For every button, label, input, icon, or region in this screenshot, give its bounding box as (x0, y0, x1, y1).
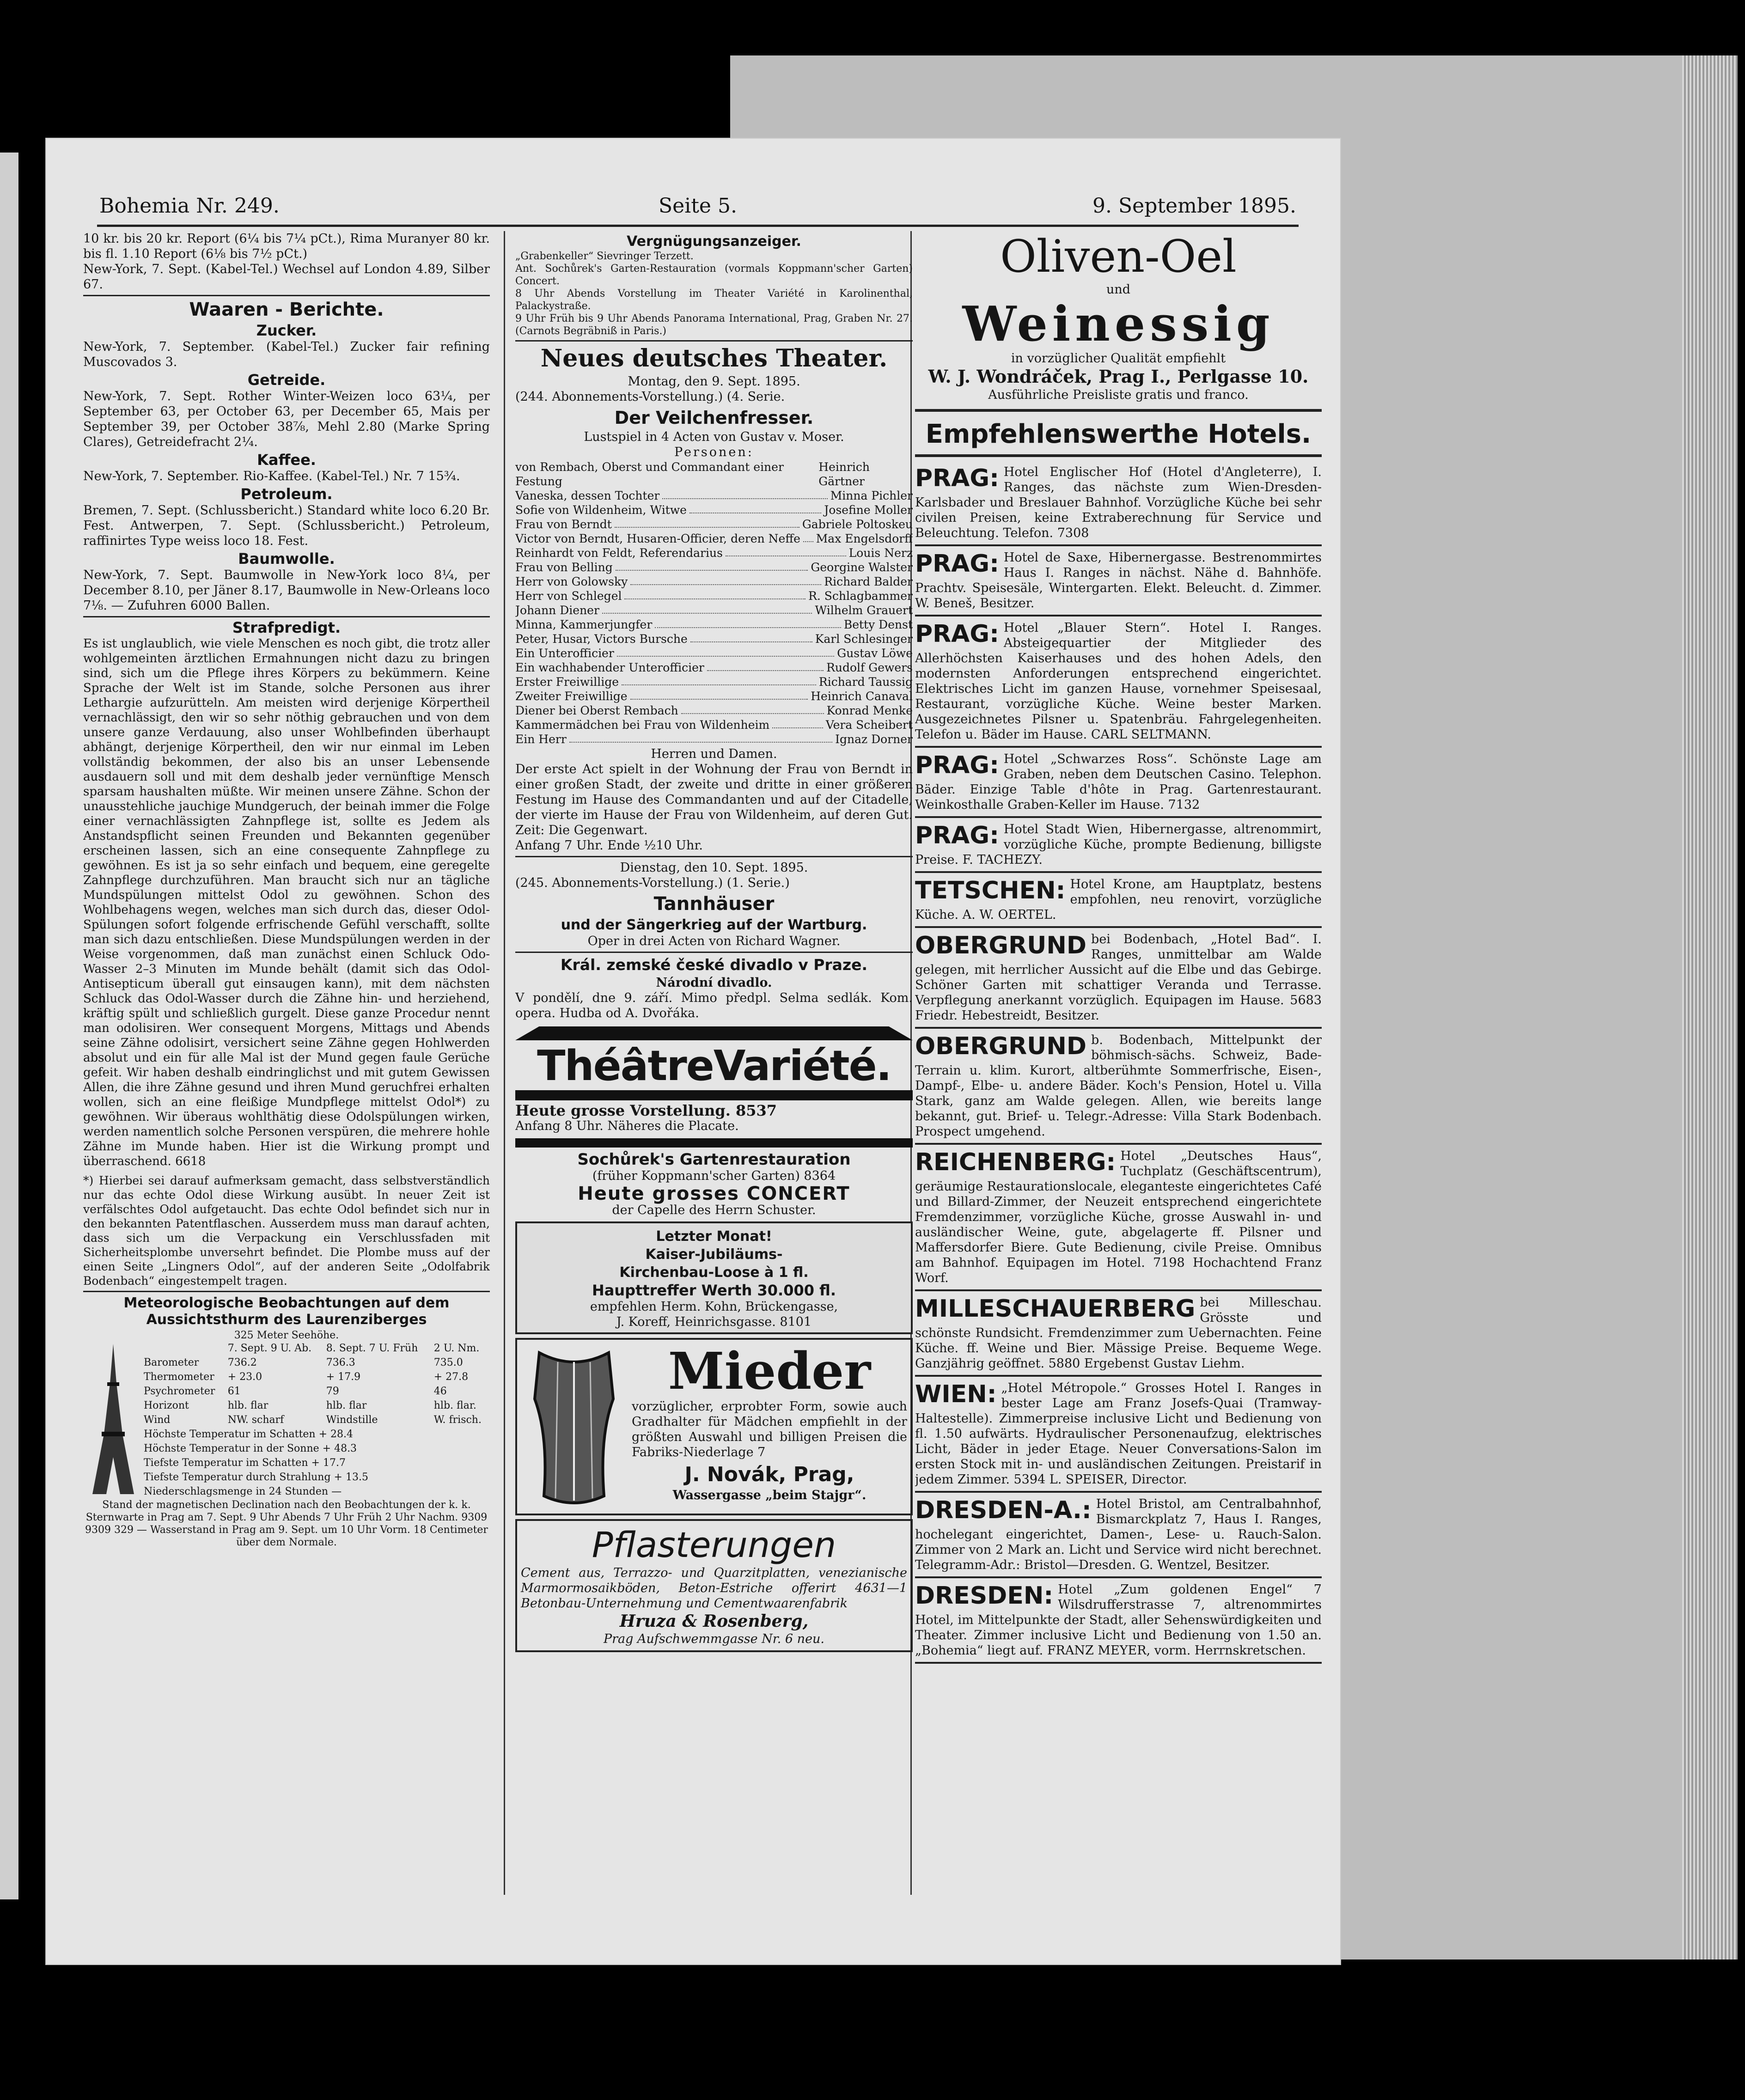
oil-firm: W. J. Wondráček, Prag I., Perlgasse 10. (928, 366, 1309, 387)
theater-date: Montag, den 9. Sept. 1895. (628, 374, 800, 389)
hotel-text: b. Bodenbach, Mittelpunkt der böhmisch-sächs. Schweiz, Bade-Terrain u. klim. Kurort, altberühmte Sommerfrische, Eisen-, Dampf-, Elbe- u. andere Bäder. Koch's Pension, Hotel u. Villa Stark, ganz am Walde gelegen. Allen, wie bereits lange bekannt, gut. Brief- u. Telegr.-Adresse: Villa Stark Bodenbach. Prospect umgehend. (915, 1033, 1322, 1139)
cast-row (515, 617, 913, 632)
hotels-title: Empfehlenswerthe Hotels. (925, 419, 1312, 449)
kaffee-text: New-York, 7. September. Rio-Kaffee. (Kabel-Tel.) Nr. 7 15¾. (83, 469, 460, 483)
concert-title: Heute grosses CONCERT (578, 1183, 850, 1204)
hotel-text: bei Bodenbach, „Hotel Bad“. I. Ranges, unmittelbar am Walde gelegen, mit herrlicher Aussicht auf die Elbe und das Gebirge. Schöner Garten mit schattiger Veranda und Terrasse. Verpflegung anerkannt vorzüglich. Equipagen im Hause. 5683 Friedr. Hebestreidt, Besitzer. (915, 932, 1322, 1023)
finance-2: New-York, 7. Sept. (Kabel-Tel.) Wechsel auf London 4.89, Silber 67. (83, 262, 490, 292)
czech-theater-text: V pondělí, dne 9. září. Mimo předpl. Selma sedlák. Kom. opera. Hudba od A. Dvořáka. (515, 991, 913, 1020)
hotel-city: WIEN: (915, 1380, 997, 1408)
divider (83, 1291, 490, 1292)
tannhaeuser-subtitle: und der Sängerkrieg auf der Wartburg. (561, 917, 867, 933)
cast-actor: Betty Denst (843, 618, 913, 631)
oil-subtitle-2: Ausführliche Preisliste gratis und franco. (988, 388, 1249, 402)
lottery-line: Kirchenbau-Loose à 1 fl. (619, 1264, 809, 1281)
meteo-block (83, 1342, 490, 1499)
cast-row (515, 603, 913, 617)
hotel-text: Hotel „Blauer Stern“. Hotel I. Ranges. Absteigequartier der Mitglieder des Allerhöchsten Kaiserhauses und des hohen Adels, den modernsten Anforderungen entsprechend eingerichtet. Elektrisches Licht im ganzen Hause, vornehmer Speisesaal, Restaurant, vorzügliche Küche. Weine bester Marken. Ausgezeichnetes Pilsner u. Spatenbräu. Fahrgelegenheiten. Telefon u. Bäder im Hause. CARL SELTMANN. (915, 621, 1322, 742)
cast-role: Ein Unterofficier (515, 647, 614, 660)
hotel-ad (915, 818, 1322, 873)
lottery-line: J. Koreff, Heinrichsgasse. 8101 (616, 1315, 812, 1329)
adjacent-page-edge (0, 153, 18, 1899)
meteo-row: Wind NW. scharf Windstille W. frisch. (144, 1414, 482, 1426)
cast-row (515, 703, 913, 718)
sochurek-title: Sochůrek's Gartenrestauration (577, 1150, 851, 1169)
hotel-ad (915, 748, 1322, 818)
cast-row (515, 732, 913, 746)
column-2 (515, 231, 913, 1918)
cast-actor: Heinrich Gärtner (818, 460, 870, 488)
column-rule-1 (504, 231, 505, 1895)
hotel-ad (915, 1291, 1322, 1377)
hotel-text: „Hotel Métropole.“ Grosses Hotel I. Ranges in bester Lage am Franz Josefs-Quai (Tramway-Haltestelle). Zimmerpreise inclusive Licht und Bedienung von fl. 1.50 aufwärts. Hydraulischer Personenaufzug, elektrisches Licht, Bäder in jeder Etage. Neuer Conversations-Salon im ersten Stock mit in- und ausländischen Zeitungen. Preistarif in jedem Zimmer. 5394 L. SPEISER, Director. (915, 1381, 1322, 1487)
getreide-text: New-York, 7. Sept. Rother Winter-Weizen loco 63¼, per September 63, per October 63, per December 65, Mais per September 39, per October 38⅞, Mehl 2.80 (Marke Spring Clares), Getreidefracht 2¼. (83, 389, 490, 449)
cast-row (515, 632, 913, 646)
meteo-extra: Höchste Temperatur in der Sonne + 48.3 (144, 1442, 357, 1454)
divider (515, 856, 913, 857)
hotel-city: DRESDEN-A.: (915, 1496, 1092, 1524)
petroleum-text: Bremen, 7. Sept. (Schlussbericht.) Standard white loco 6.20 Br. Fest. Antwerpen, 7. Sept. (Schlussbericht.) Petroleum, raffinirtes Type weiss loco 18. Fest. (83, 503, 490, 548)
hruza-address: Prag Aufschwemmgasse Nr. 6 neu. (603, 1632, 825, 1646)
meteo-row: Thermometer + 23.0 + 17.9 + 27.8 (144, 1371, 469, 1383)
vergnuegung-item: „Grabenkeller“ Sievringer Terzett. (515, 250, 694, 262)
cast-actor: Georgine Walster (811, 561, 913, 574)
lottery-line: Kaiser-Jubiläums- (645, 1246, 783, 1263)
hotel-ad (915, 461, 1322, 546)
novak-name: J. Novák, Prag, (684, 1463, 854, 1486)
meteo-extra: Höchste Temperatur im Schatten + 28.4 (144, 1428, 354, 1440)
dot-leader (624, 589, 805, 599)
herren-damen: Herren und Damen. (651, 747, 777, 761)
hotel-text: Hotel Englischer Hof (Hotel d'Angleterre), I. Ranges, das nächste zum Wien-Dresden-Karlsbader und Breslauer Bahnhof. Vorzügliche Küche bei sehr civilen Preisen, keine Extraberechnung für Service und Beleuchtung. Telefon. 7308 (915, 465, 1322, 540)
dot-leader (707, 660, 824, 671)
corset-icon (521, 1343, 627, 1510)
hotel-city: PRAG: (915, 822, 999, 849)
cast-row (515, 488, 913, 503)
cast-role: Peter, Husar, Victors Bursche (515, 632, 688, 646)
hotel-city: PRAG: (915, 620, 999, 648)
hotel-ad (915, 546, 1322, 617)
meteo-extra: Niederschlagsmenge in 24 Stunden — (144, 1485, 342, 1497)
novak-address: Wassergasse „beim Stajgr“. (672, 1488, 866, 1502)
cast-row (515, 560, 913, 574)
divider (83, 616, 490, 617)
hotel-city: DRESDEN: (915, 1582, 1054, 1610)
cast-actor: Louis Nerz (848, 546, 913, 560)
czech-theater-sub: Národní divadlo. (656, 976, 772, 990)
strafpredigt-text: Es ist unglaublich, wie viele Menschen es noch gibt, die trotz aller wohlgemeinten ärztlichen Ermahnungen nicht dazu zu bringen sind, sich um die Pflege ihres Körpers zu bekümmern. Keine Sprache der Welt ist im Stande, solche Personen aus ihrer Lethargie aufzurütteln. Am meisten wird derjenige Körpertheil vernachlässigt, den wir so sehr nöthig gebrauchen und von dem unsere ganze Verdauung, also unser Wohlbefinden überhaupt abhängt, derjenige Körpertheil, den wir nur einmal im Leben vollständig bekommen, der also bis an unser Lebensende ausdauern soll und mit dem deshalb jeder vernünftige Mensch sparsam haushalten müßte. Wir meinen unsere Zähne. Schon der unausstehliche jauchige Mundgeruch, der beinah immer die Folge einer vernachlässigten Zahnpflege ist, sollte es Jedem als Anstandspflicht seinen Freunden und Bekannten gegenüber erscheinen lassen, sich an eine consequente Zahnpflege zu gewöhnen. Es ist ja so sehr einfach und bequem, eine geregelte Zahnpflege durchzuführen. Man braucht sich nur an tägliche Mundspülungen mittelst Odol zu gewöhnen. Schon des Wohlbehagens wegen, welches man sich durch das, dieser Odol-Spülungen sofort folgende erfrischende Gefühl verschafft, sollte man sich dazu entschließen. Diese Mundspülungen werden in der Weise vorgenommen, daß man zunächst einen Schluck Odo-Wasser 2–3 Minuten im Munde behält (damit sich das Odol-Antisepticum überall gut einsaugen kann), mit dem nächsten Schluck das Odol-Wasser durch die Zähne hin- und herziehend, kräftig spült und schließlich gurgelt. Diese ganze Procedur nennt man odolisiren. Wer consequent Morgens, Mittags und Abends seine Zähne odolisirt, versichert seine Zähne gegen Hohlwerden absolut und ein für alle Mal ist der Mund gegen faule Gerüche gefeit. Wir haben deshalb eindringlichst und mit gutem Gewissen Allen, die ihre Zähne gesund und ihren Mund geruchfrei erhalten wollen, sich an eine fleißige Mundpflege mittelst Odol*) zu gewöhnen. Wir überaus wohlthätig diese Odolspülungen wirken, werden namentlich solche Personen verspüren, die mehrere hohle Zähne im Munde haben. Hier ist die Wirkung prompt und überraschend. 6618 (83, 637, 490, 1168)
divider (915, 409, 1322, 412)
dot-leader (602, 603, 812, 614)
header-left: Bohemia Nr. 249. (99, 194, 280, 218)
cast-row (515, 503, 913, 517)
tuesday-abo: (245. Abonnements-Vorstellung.) (1. Serie.) (515, 876, 790, 890)
cast-actor: Minna Pichler (830, 489, 913, 502)
tannhaeuser-composer: Oper in drei Acten von Richard Wagner. (587, 934, 841, 948)
meteo-row: Barometer 736.2 736.3 735.0 (144, 1357, 463, 1369)
hotel-city: MILLESCHAUERBERG (915, 1295, 1196, 1323)
theater-abo: (244. Abonnements-Vorstellung.) (4. Serie. (515, 390, 785, 404)
oil-subtitle: in vorzüglicher Qualität empfiehlt (1011, 351, 1226, 366)
dot-leader (569, 732, 832, 743)
cast-role: Ein wachhabender Unterofficier (515, 661, 704, 674)
odol-footnote: *) Hierbei sei darauf aufmerksam gemacht, dass selbstverständlich nur das echte Odol diese Wirkung ausübt. In neuer Zeit ist verfälschtes Odol aufgetaucht. Das echte Odol befindet sich nur in den bekannten Patentflaschen. Ausserdem muss man darauf achten, dass sich um die Verpackung ein Verschlussfaden mit Sicherheitsplombe unversehrt befindet. Die Plombe muss auf der einen Seite „Lingners Odol“, auf der anderen Seite „Odolfabrik Bodenbach“ eingestempelt tragen. (83, 1174, 490, 1288)
dot-leader (726, 546, 846, 556)
hotel-ad (915, 617, 1322, 748)
dot-leader (690, 632, 812, 642)
header-rule (97, 225, 1299, 227)
dot-leader (803, 531, 813, 542)
variete-line2: Anfang 8 Uhr. Näheres die Placate. (515, 1119, 739, 1133)
cast-role: Johann Diener (515, 604, 599, 617)
hotel-city: PRAG: (915, 550, 999, 578)
cast-role: Erster Freiwillige (515, 675, 619, 689)
cast-row (515, 589, 913, 603)
play-note: Der erste Act spielt in der Wohnung der Frau von Berndt in einer großen Stadt, der zweite und dritte in einer größeren Festung im Hause des Commandanten und auf der Citadelle, der vierte im Hause der Frau von Wildenheim, auf deren Gut. Zeit: Die Gegenwart. (515, 762, 913, 837)
dot-leader (662, 488, 827, 499)
dot-leader (630, 574, 821, 585)
strafpredigt-title: Strafpredigt. (232, 619, 341, 636)
column-3 (915, 231, 1322, 1918)
dot-leader (655, 617, 841, 628)
cast-role: Zweiter Freiwillige (515, 690, 628, 703)
hotel-text: Hotel „Deutsches Haus“, Tuchplatz (Geschäftscentrum), geräumige Restaurationslocale, eleganteste eingerichtetes Café und Billard-Zimmer, der Neuzeit entsprechend eingerichtete Fremdenzimmer, vorzügliche Küche, grosse Auswahl in- und ausländischer Weine, gute, abgelagerte ff. Pilsner und Maffersdorfer Biere. Gute Bedienung, civile Preise. Omnibus am Bahnhof. Equipagen im Hotel. 7198 Hochachtend Franz Worf. (915, 1149, 1322, 1285)
getreide-title: Getreide. (247, 371, 326, 389)
oil-und: und (1106, 282, 1131, 297)
cast-actor: Ignaz Dorner (835, 733, 913, 746)
cast-row (515, 675, 913, 689)
cast-actor: Wilhelm Grauert (815, 604, 913, 617)
meteo-row: Psychrometer 61 79 46 (144, 1386, 447, 1398)
tannhaeuser-title: Tannhäuser (653, 893, 775, 915)
hotel-text: Hotel Bristol, am Centralbahnhof, Bismarckplatz 7, Haus I. Ranges, hochelegant eingerichtet, Damen-, Lese- u. Rauch-Salon. Zimmer von 2 Mark an. Licht und Service wird nicht berechnet. Telegramm-Adr.: Bristol—Dresden. G. Wentzel, Besitzer. (915, 1497, 1322, 1572)
variete-bar-end (515, 1138, 913, 1148)
waaren-title: Waaren - Berichte. (189, 299, 384, 320)
lottery-line: Haupttreffer Werth 30.000 fl. (592, 1282, 836, 1299)
cast-role: Ein Herr (515, 733, 567, 746)
dot-leader (630, 689, 808, 700)
lottery-line: Letzter Monat! (656, 1228, 772, 1245)
cast-actor: Josefine Moller (824, 503, 913, 517)
dot-leader (772, 718, 823, 728)
concert-sub: der Capelle des Herrn Schuster. (612, 1203, 816, 1217)
petroleum-title: Petroleum. (240, 485, 333, 503)
cast-actor: Gustav Löwe (837, 647, 913, 660)
hotel-city: PRAG: (915, 751, 999, 779)
sochurek-sub: (früher Koppmann'scher Garten) 8364 (592, 1169, 836, 1183)
hotel-city: REICHENBERG: (915, 1148, 1116, 1176)
hotel-text: Hotel „Schwarzes Ross“. Schönste Lage am Graben, neben dem Deutschen Casino. Telephon. Bäder. Einzige Table d'hôte in Prag. Gartenrestaurant. Weinkosthalle Graben-Keller im Hause. 7132 (915, 752, 1322, 812)
variete-bar-bottom (515, 1090, 913, 1100)
variete-line: Heute grosse Vorstellung. 8537 (515, 1102, 777, 1119)
personen-label: Personen: (674, 445, 754, 459)
hotel-city: TETSCHEN: (915, 877, 1066, 904)
cast-row (515, 531, 913, 546)
hotel-ad (915, 928, 1322, 1029)
cast-list (515, 460, 913, 746)
play-title: Der Veilchenfresser. (614, 408, 814, 428)
cast-role: Sofie von Wildenheim, Witwe (515, 503, 687, 517)
cast-role: Victor von Berndt, Husaren-Officier, deren Neffe (515, 532, 800, 545)
cast-actor: Max Engelsdorff (816, 532, 913, 545)
mieder-text-block (632, 1343, 907, 1510)
cast-role: Frau von Berndt (515, 518, 612, 531)
cast-role: Minna, Kammerjungfer (515, 618, 653, 631)
cast-actor: Gabriele Poltoskeu (802, 518, 913, 531)
cast-role: Herr von Golowsky (515, 575, 628, 588)
mieder-text: vorzüglicher, erprobter Form, sowie auch Gradhalter für Mädchen empfiehlt in der größten Auswahl und billigen Preisen die Fabriks-Niederlage 7 (632, 1399, 907, 1459)
hotel-city: OBERGRUND (915, 932, 1087, 959)
cast-actor: Rudolf Gewers (826, 661, 913, 674)
meteo-extra: Tiefste Temperatur durch Strahlung + 13.5 (144, 1471, 368, 1483)
header-center: Seite 5. (659, 194, 737, 218)
pflasterungen-ad (515, 1519, 913, 1652)
mieder-title: Mieder (668, 1341, 871, 1401)
hotel-city: OBERGRUND (915, 1032, 1087, 1060)
meteo-footer: Stand der magnetischen Declination nach den Beobachtungen der k. k. Sternwarte in Prag am 7. Sept. 9 Uhr Abends 7 Uhr Früh 2 Uhr Nachm. 9309 9309 329 — Wasserstand in Prag am 9. Sept. um 10 Uhr Vorm. 18 Centimeter über dem Normale. (85, 1499, 488, 1548)
hotel-ad (915, 1145, 1322, 1291)
dot-leader (615, 517, 799, 528)
meteo-head: 7. Sept. 9 U. Ab. (227, 1343, 312, 1355)
vergnuegung-item: Ant. Sochůrek's Garten-Restauration (vormals Koppmann'scher Garten) Concert. (515, 263, 913, 287)
hotel-ad (915, 873, 1322, 928)
lottery-ad (515, 1221, 913, 1334)
dot-leader (622, 675, 816, 685)
column-1 (83, 231, 490, 1918)
baumwolle-text: New-York, 7. Sept. Baumwolle in New-York loco 8¼, per December 8.10, per Jäner 8.17, Baumwolle in New-Orleans loco 7⅛. — Zufuhren 6000 Ballen. (83, 568, 490, 613)
newspaper-page (46, 139, 1340, 1964)
eiffel-tower-lookout-icon (83, 1342, 143, 1499)
hotel-city: PRAG: (915, 464, 999, 492)
hotel-ad (915, 1377, 1322, 1493)
cast-actor: Richard Taussig (818, 675, 913, 689)
variete-bar-top (515, 1026, 913, 1040)
hotel-ad (915, 1029, 1322, 1145)
cast-row (515, 460, 913, 488)
hotel-text: Hotel „Zum goldenen Engel“ 7 Wilsdrufferstrasse 7, altrenommirtes Hotel, im Mittelpunkte der Stadt, aller Sehenswürdigkeiten und Theater. Zimmer inclusive Licht und Bedienung von 1.50 an. „Bohemia“ liegt auf. FRANZ MEYER, vorm. Herrnskretschen. (915, 1582, 1322, 1658)
hotel-text: Hotel Krone, am Hauptplatz, bestens empfohlen, neu renovirt, vorzügliche Küche. A. W. OERTEL. (915, 877, 1322, 922)
cast-actor: Vera Scheibert (825, 718, 913, 732)
essig-title: Weinessig (962, 295, 1275, 352)
play-subtitle: Lustspiel in 4 Acten von Gustav v. Moser. (584, 430, 844, 444)
meteo-subtitle: 325 Meter Seehöhe. (234, 1330, 339, 1341)
hotel-text: bei Milleschau. Grösste und schönste Rundsicht. Fremdenzimmer zum Uebernachten. Feine Küche. ff. Weine und Bier. Mässige Preise. Bequeme Wege. Ganzjährig geöffnet. 5880 Ergebenst Gustav Liehm. (915, 1295, 1322, 1371)
variete-title: ThéâtreVariété. (537, 1042, 891, 1090)
vergnuegung-item: 8 Uhr Abends Vorstellung im Theater Variété in Karolinenthal, Palackystraße. (515, 288, 913, 312)
zucker-title: Zucker. (256, 322, 317, 339)
divider (515, 340, 913, 342)
cast-role: Reinhardt von Feldt, Referendarius (515, 546, 723, 560)
cast-role: Diener bei Oberst Rembach (515, 704, 678, 717)
tuesday-date: Dienstag, den 10. Sept. 1895. (620, 861, 808, 875)
cast-role: Kammermädchen bei Frau von Wildenheim (515, 718, 770, 732)
meteo-head: 2 U. Nm. (433, 1343, 480, 1355)
cast-row (515, 718, 913, 732)
meteo-table (143, 1342, 490, 1499)
baumwolle-title: Baumwolle. (238, 550, 335, 568)
meteo-head: 8. Sept. 7 U. Früh (326, 1343, 418, 1355)
zucker-text: New-York, 7. September. (Kabel-Tel.) Zucker fair refining Muscovados 3. (83, 340, 490, 369)
kaffee-title: Kaffee. (257, 451, 316, 469)
cast-row (515, 689, 913, 703)
theater-title: Neues deutsches Theater. (540, 344, 888, 372)
cast-role: Frau von Belling (515, 561, 613, 574)
page-header (99, 194, 1296, 220)
hotel-text: Hotel Stadt Wien, Hibernergasse, altrenommirt, vorzügliche Küche, prompte Bedienung, billigste Preise. F. TACHEZY. (915, 822, 1322, 867)
finance-1: 10 kr. bis 20 kr. Report (6¼ bis 7¼ pCt.), Rima Muranyer 80 kr. bis fl. 1.10 Report (6⅛ bis 7½ pCt.) (83, 232, 490, 261)
dot-leader (616, 560, 808, 571)
hotel-text: Hotel de Saxe, Hibernergasse. Bestrenommirtes Haus I. Ranges in nächst. Nähe d. Bahnhöfe. Prachtv. Speisesäle, Wintergarten. Elekt. Beleucht. d. Zimmer. W. Beneš, Besitzer. (915, 550, 1322, 610)
meteo-extra: Tiefste Temperatur im Schatten + 17.7 (144, 1457, 346, 1469)
dot-leader (681, 703, 824, 714)
cast-actor: R. Schlagbammer (808, 589, 913, 603)
meteo-title: Meteorologische Beobachtungen auf dem Aussichtsthurm des Laurenziberges (123, 1295, 450, 1328)
hotel-ad (915, 1493, 1322, 1578)
mieder-ad (515, 1338, 913, 1515)
dot-leader (689, 503, 821, 513)
czech-theater-title: Král. zemské české divadlo v Praze. (560, 956, 868, 974)
divider (515, 952, 913, 953)
cast-row (515, 546, 913, 560)
lottery-line: empfehlen Herm. Kohn, Brückengasse, (590, 1300, 838, 1314)
hruza-name: Hruza & Rosenberg, (619, 1612, 809, 1631)
cast-actor: Konrad Menke (826, 704, 913, 717)
hotel-ad (915, 1578, 1322, 1664)
cast-actor: Richard Balder (824, 575, 913, 588)
meteo-row: Horizont hlb. flar hlb. flar hlb. flar. (144, 1400, 476, 1412)
header-right: 9. September 1895. (1092, 194, 1296, 218)
pflasterungen-text: Cement aus, Terrazzo- und Quarzitplatten, venezianische Marmormosaikböden, Beton-Estriche offerirt 4631—1 Betonbau-Unternehmung und Cementwaarenfabrik (521, 1566, 907, 1611)
cast-row (515, 660, 913, 675)
cast-row (515, 517, 913, 531)
divider (83, 295, 490, 296)
pflasterungen-title: Pflasterungen (592, 1524, 836, 1565)
vergnuegung-item: 9 Uhr Früh bis 9 Uhr Abends Panorama International, Prag, Graben Nr. 27. (Carnots Begräbniß in Paris.) (515, 313, 913, 337)
cast-row (515, 574, 913, 589)
divider (915, 454, 1322, 457)
dot-leader (617, 646, 834, 657)
cast-role: von Rembach, Oberst und Commandant einer Festung (515, 460, 784, 488)
cast-actor: Karl Schlesinger (815, 632, 913, 646)
cast-role: Herr von Schlegel (515, 589, 622, 603)
play-time: Anfang 7 Uhr. Ende ½10 Uhr. (515, 838, 703, 853)
cast-role: Vaneska, dessen Tochter (515, 489, 660, 502)
cast-actor: Heinrich Canaval (811, 690, 913, 703)
vergnuegung-title: Vergnügungsanzeiger. (627, 233, 801, 250)
oil-title: Oliven-Oel (1000, 231, 1237, 282)
hotel-list (915, 461, 1322, 1664)
cast-row (515, 646, 913, 660)
